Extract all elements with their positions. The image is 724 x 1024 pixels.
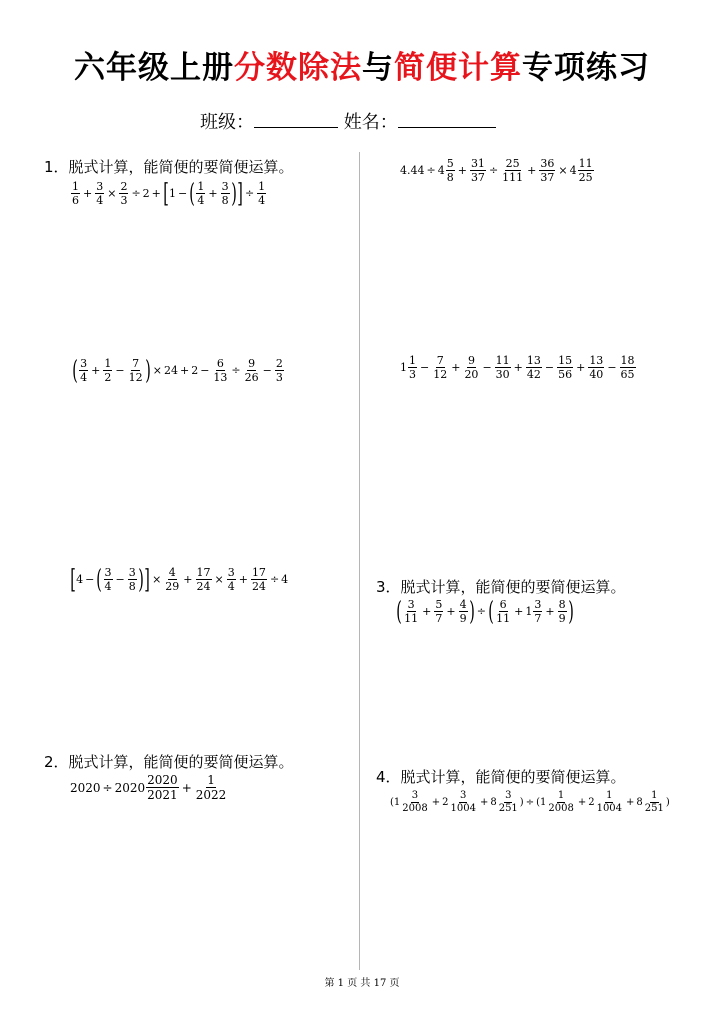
expression-r1: 4.44 ÷ 4 $\frac{5}{8}$ + $\frac{31}{37}$ ÷ $\frac{25}{111}$ + $\frac{36}{37}$ × 4 $\frac{11}{25}$: [400, 157, 593, 185]
column-divider: [359, 152, 360, 970]
expression-3: ( $\frac{3}{11}$ + $\frac{5}{7}$ + $\frac{4}{9}$ ) ÷ ( $\frac{6}{11}$ + 1 $\frac{3}{7}$ + $\frac{8}{9}$ ): [396, 596, 574, 627]
class-label: 班级：: [200, 112, 254, 133]
question-2-heading: 2．脱式计算，能简便的要简便运算。: [44, 753, 294, 771]
name-blank[interactable]: [398, 109, 496, 128]
class-blank[interactable]: [254, 109, 338, 128]
expression-r2: 1 $\frac{1}{3}$ − $\frac{7}{12}$ + $\frac{9}{20}$ − $\frac{11}{30}$ + $\frac{13}{42}$ − $\frac{15}{56}$ + $\frac{13}{40}$ − $\frac{18}{65}$: [400, 354, 635, 382]
expression-1a: $\frac{1}{6}$ + $\frac{3}{4}$ × $\frac{2}{3}$ ÷ 2 + [ 1 − ( $\frac{1}{4}$ + $\frac{3}{8}$ ) ] ÷ $\frac{1}{4}$: [72, 178, 266, 209]
expression-1b: ( $\frac{3}{4}$ + $\frac{1}{2}$ − $\frac{7}{12}$ ) × 24 + 2 − $\frac{6}{13}$ ÷ $\frac{9}{26}$ − $\frac{2}{3}$: [72, 355, 283, 386]
expression-4: (1 $\frac{3}{2008}$ + 2 $\frac{3}{1004}$ + 8 $\frac{3}{251}$ ) ÷ (1 $\frac{1}{2008}$ + 2 $\frac{1}{1004}$ + 8 $\frac{1}{251}$ ): [390, 790, 670, 814]
name-label: 姓名：: [343, 112, 398, 133]
page-title: 六年级上册分数除法与简便计算专项练习: [74, 50, 650, 86]
question-4-heading: 4．脱式计算，能简便的要简便运算。: [376, 768, 626, 786]
question-1-heading: 1．脱式计算，能简便的要简便运算。: [44, 158, 294, 176]
expression-1c: [ 4 − ( $\frac{3}{4}$ − $\frac{3}{8}$ ) ] × $\frac{4}{29}$ + $\frac{17}{24}$ × $\frac{3}{4}$ + $\frac{17}{24}$ ÷ 4: [70, 564, 289, 595]
student-info: [200, 108, 496, 134]
question-3-heading: 3．脱式计算，能简便的要简便运算。: [376, 578, 626, 596]
expression-2: 2020 ÷ 2020 $\frac{2020}{2021}$ + $\frac{1}{2022}$: [70, 773, 227, 803]
page-footer: 第 1 页 共 17 页: [324, 978, 400, 989]
